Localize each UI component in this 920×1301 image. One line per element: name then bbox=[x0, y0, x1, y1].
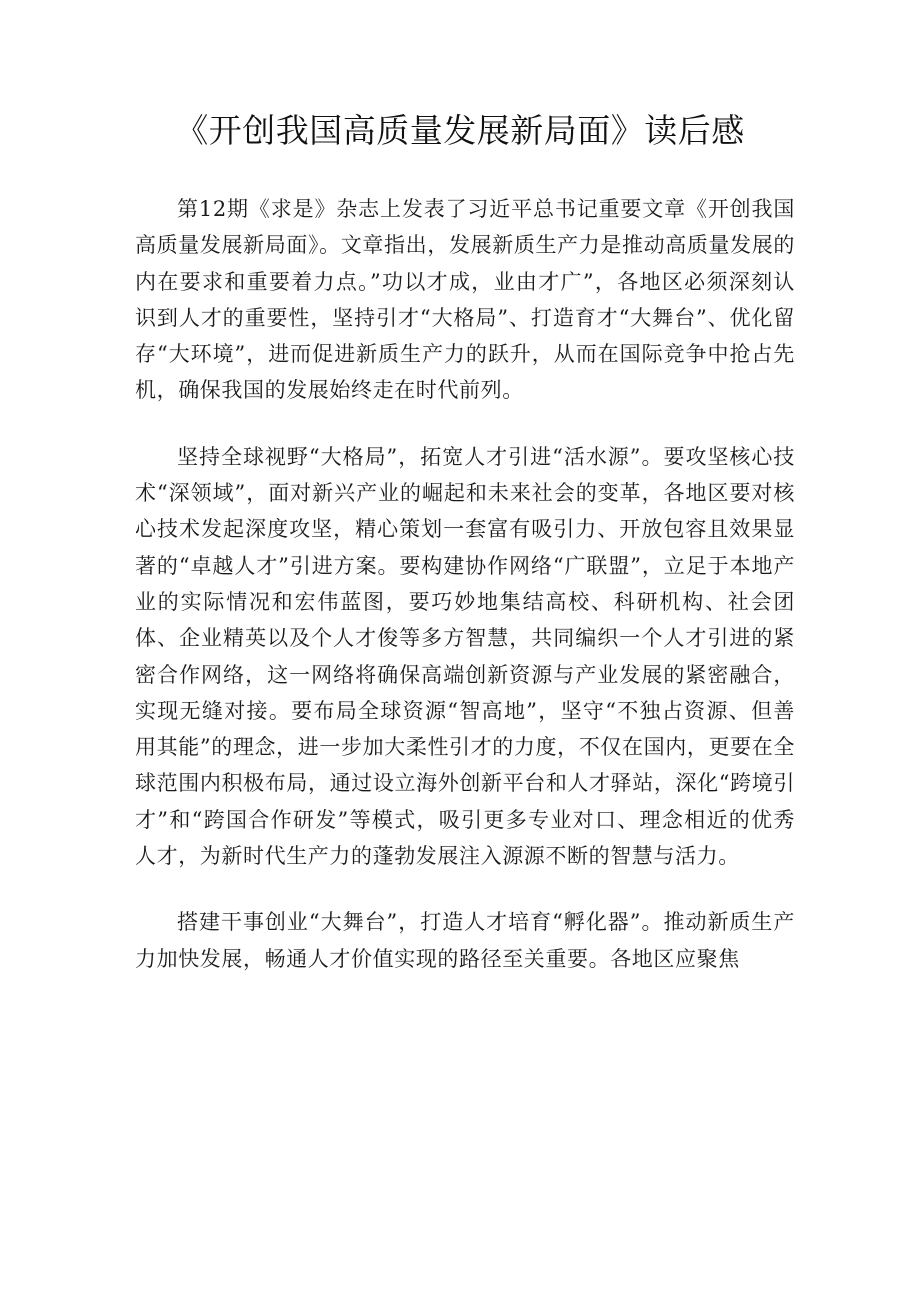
document-title: 《开创我国高质量发展新局面》读后感 bbox=[175, 111, 745, 150]
document-body bbox=[135, 191, 795, 1007]
paragraph-intro: 第12期《求是》杂志上发表了习近平总书记重要文章《开创我国高质量发展新局面》。文章指出，发展新质生产力是推动高质量发展的内在要求和重要着力点。”功以才成，业由才广”，各地区必须深刻认识到人才的重要性，坚持引才“大格局”、打造育才“大舞台”、优化留存“大环境”，进而促进新质生产力的跃升，从而在国际竞争中抢占先机，确保我国的发展始终走在时代前列。 bbox=[135, 197, 795, 403]
paragraph-global-vision: 坚持全球视野“大格局”，拓宽人才引进“活水源”。要攻坚核心技术“深领域”，面对新兴产业的崛起和未来社会的变革，各地区要对核心技术发起深度攻坚，精心策划一套富有吸引力、开放包容且效果显著的“卓越人才”引进方案。要构建协作网络“广联盟”，立足于本地产业的实际情况和宏伟蓝图，要巧妙地集结高校、科研机构、社会团体、企业精英以及个人才俊等多方智慧，共同编织一个人才引进的紧密合作网络，这一网络将确保高端创新资源与产业发展的紧密融合，实现无缝对接。要布局全球资源“智高地”，坚守“不独占资源、但善用其能”的理念，进一步加大柔性引才的力度，不仅在国内，更要在全球范围内积极布局，通过设立海外创新平台和人才驿站，深化“跨境引才”和“跨国合作研发”等模式，吸引更多专业对口、理念相近的优秀人才，为新时代生产力的蓬勃发展注入源源不断的智慧与活力。 bbox=[135, 444, 795, 869]
paragraph-stage: 搭建干事创业“大舞台”，打造人才培育“孵化器”。推动新质生产力加快发展，畅通人才价值实现的路径至关重要。各地区应聚焦 bbox=[135, 910, 795, 971]
